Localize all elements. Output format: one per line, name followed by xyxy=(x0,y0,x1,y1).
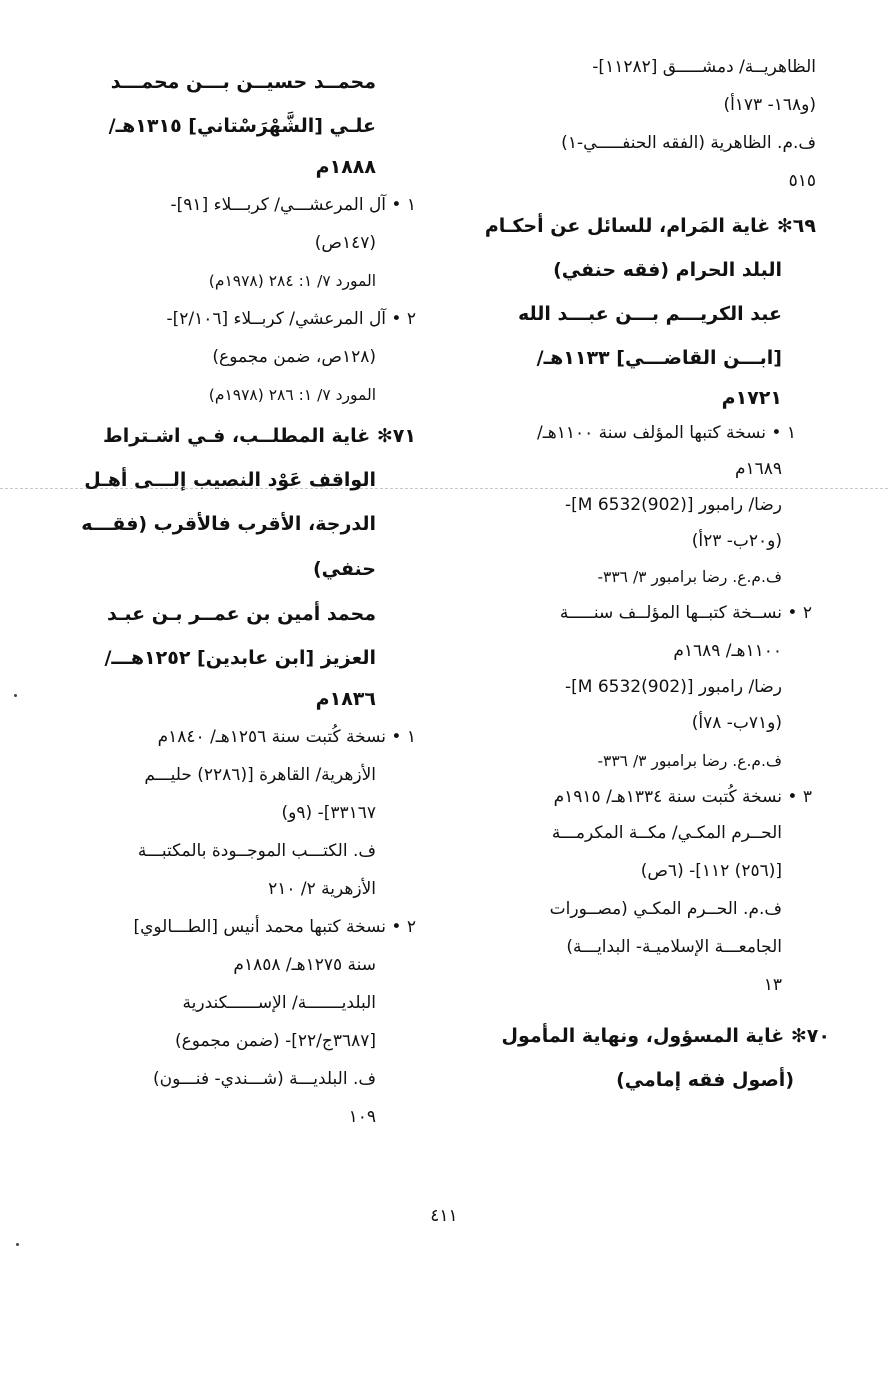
reference-line: ١٠٩ xyxy=(348,1107,376,1127)
manuscript-line: رضا/ رامبور [M 6532(902)]- xyxy=(565,677,782,697)
manuscript-line: الأزهرية/ القاهرة [(٢٢٨٦) حليـــم xyxy=(144,765,376,785)
reference-line: الجامعـــة الإسلاميـة- البدايـــة) xyxy=(566,937,782,957)
author-line: علـي [الشَّهْرَسْتاني] ١٣١٥هـ/ xyxy=(108,115,376,137)
reference-line: ف.م. الحــرم المكـي (مصــورات xyxy=(549,899,782,919)
entry-title: البلد الحرام (فقه حنفي) xyxy=(553,259,782,281)
reference-line: ف. البلديـــة (شـــندي- فنـــون) xyxy=(152,1069,376,1089)
manuscript-line: (و٢٠ب- ٢٣أ) xyxy=(691,531,782,551)
manuscript-line: ١ • آل المرعشـــي/ كربـــلاء [٩١]- xyxy=(170,195,416,215)
entry-title: الواقف عَوْد النصيب إلـــى أهـل xyxy=(84,469,376,491)
reference-line: المورد ٧/ ١: ٢٨٦ (١٩٧٨م) xyxy=(208,386,376,404)
author-line: العزيز [ابن عابدين] ١٢٥٢هـــ/ xyxy=(104,647,376,669)
manuscript-line: ١٦٨٩م xyxy=(734,459,782,479)
entry-title: حنفي) xyxy=(312,558,376,580)
left-column xyxy=(76,60,416,1136)
entry-title: ٧١✻ غاية المطلــب، فـي اشـتراط xyxy=(103,425,416,447)
entry-title: (أصول فقه إمامي) xyxy=(616,1069,794,1091)
reference-line: ١٣ xyxy=(763,975,782,995)
manuscript-line: البلديـــــــة/ الإســــــكندرية xyxy=(182,993,376,1013)
manuscript-line: ٢ • آل المرعشي/ كربــلاء [٢/١٠٦]- xyxy=(166,309,416,329)
entry-title: ٦٩✻ غاية المَرام، للسائل عن أحكـام xyxy=(484,215,816,237)
manuscript-line: [(٢٥٦) ١١٢]- (٦ص) xyxy=(640,861,782,881)
right-column xyxy=(446,48,830,1102)
reference-line: ف.م.ع. رضا برامبور ٣/ ٣٣٦- xyxy=(597,752,782,770)
entry-title: الدرجة، الأقرب فالأقرب (فقـــه xyxy=(81,513,376,535)
manuscript-line: ٢ • نســخة كتبــها المؤلــف سنـــــة xyxy=(559,603,812,623)
manuscript-line: رضا/ رامبور [M 6532(902)]- xyxy=(565,495,782,515)
author-line: ١٧٢١م xyxy=(721,387,782,409)
author-line: محمد أمين بن عمــر بـن عبـد xyxy=(106,603,376,625)
page-number: ٤١١ xyxy=(430,1206,458,1226)
text-line: ٥١٥ xyxy=(788,171,816,191)
author-line: ١٨٨٨م xyxy=(315,156,376,178)
manuscript-line: ١ • نسخة كتبها المؤلف سنة ١١٠٠هـ/ xyxy=(537,423,796,443)
manuscript-line: (و٧١ب- ٧٨أ) xyxy=(691,713,782,733)
reference-line: الأزهرية ٢/ ٢١٠ xyxy=(268,879,376,899)
scan-speck xyxy=(14,694,17,697)
text-line: (و١٦٨- ١٧٣أ) xyxy=(723,95,816,115)
author-line: ١٨٣٦م xyxy=(315,688,376,710)
manuscript-line: ٣٣١٦٧]- (٩و) xyxy=(281,803,376,823)
manuscript-line: ١١٠٠هـ/ ١٦٨٩م xyxy=(673,641,782,661)
author-line: محمــد حسيــن بـــن محمـــد xyxy=(110,71,376,93)
author-line: عبد الكريـــم بـــن عبـــد الله xyxy=(517,303,782,325)
author-line: [ابـــن القاضـــي] ١١٣٣هـ/ xyxy=(536,347,782,369)
manuscript-line: ١ • نسخة كُتبت سنة ١٢٥٦هـ/ ١٨٤٠م xyxy=(157,727,416,747)
scan-speck xyxy=(16,1243,19,1246)
reference-line: ف.م.ع. رضا برامبور ٣/ ٣٣٦- xyxy=(597,568,782,586)
manuscript-line: سنة ١٢٧٥هـ/ ١٨٥٨م xyxy=(233,955,376,975)
manuscript-line: (١٢٨ص، ضمن مجموع) xyxy=(212,347,376,367)
manuscript-line: (١٤٧ص) xyxy=(314,233,376,253)
text-line: الظاهريــة/ دمشـــــق [١١٢٨٢]- xyxy=(592,57,816,77)
manuscript-line: الحــرم المكـي/ مكــة المكرمـــة xyxy=(551,823,782,843)
manuscript-line: [٣٦٨٧ج/٢٢]- (ضمن مجموع) xyxy=(174,1031,376,1051)
text-line: ف.م. الظاهرية (الفقه الحنفـــــي-١) xyxy=(561,133,816,153)
entry-title: ٧٠✻ غاية المسؤول، ونهاية المأمول xyxy=(501,1025,830,1047)
reference-line: ف. الكتـــب الموجــودة بالمكتبـــة xyxy=(137,841,376,861)
manuscript-line: ٣ • نسخة كُتبت سنة ١٣٣٤هـ/ ١٩١٥م xyxy=(553,787,812,807)
reference-line: المورد ٧/ ١: ٢٨٤ (١٩٧٨م) xyxy=(208,272,376,290)
manuscript-line: ٢ • نسخة كتبها محمد أنيس [الطـــالوي] xyxy=(133,917,416,937)
